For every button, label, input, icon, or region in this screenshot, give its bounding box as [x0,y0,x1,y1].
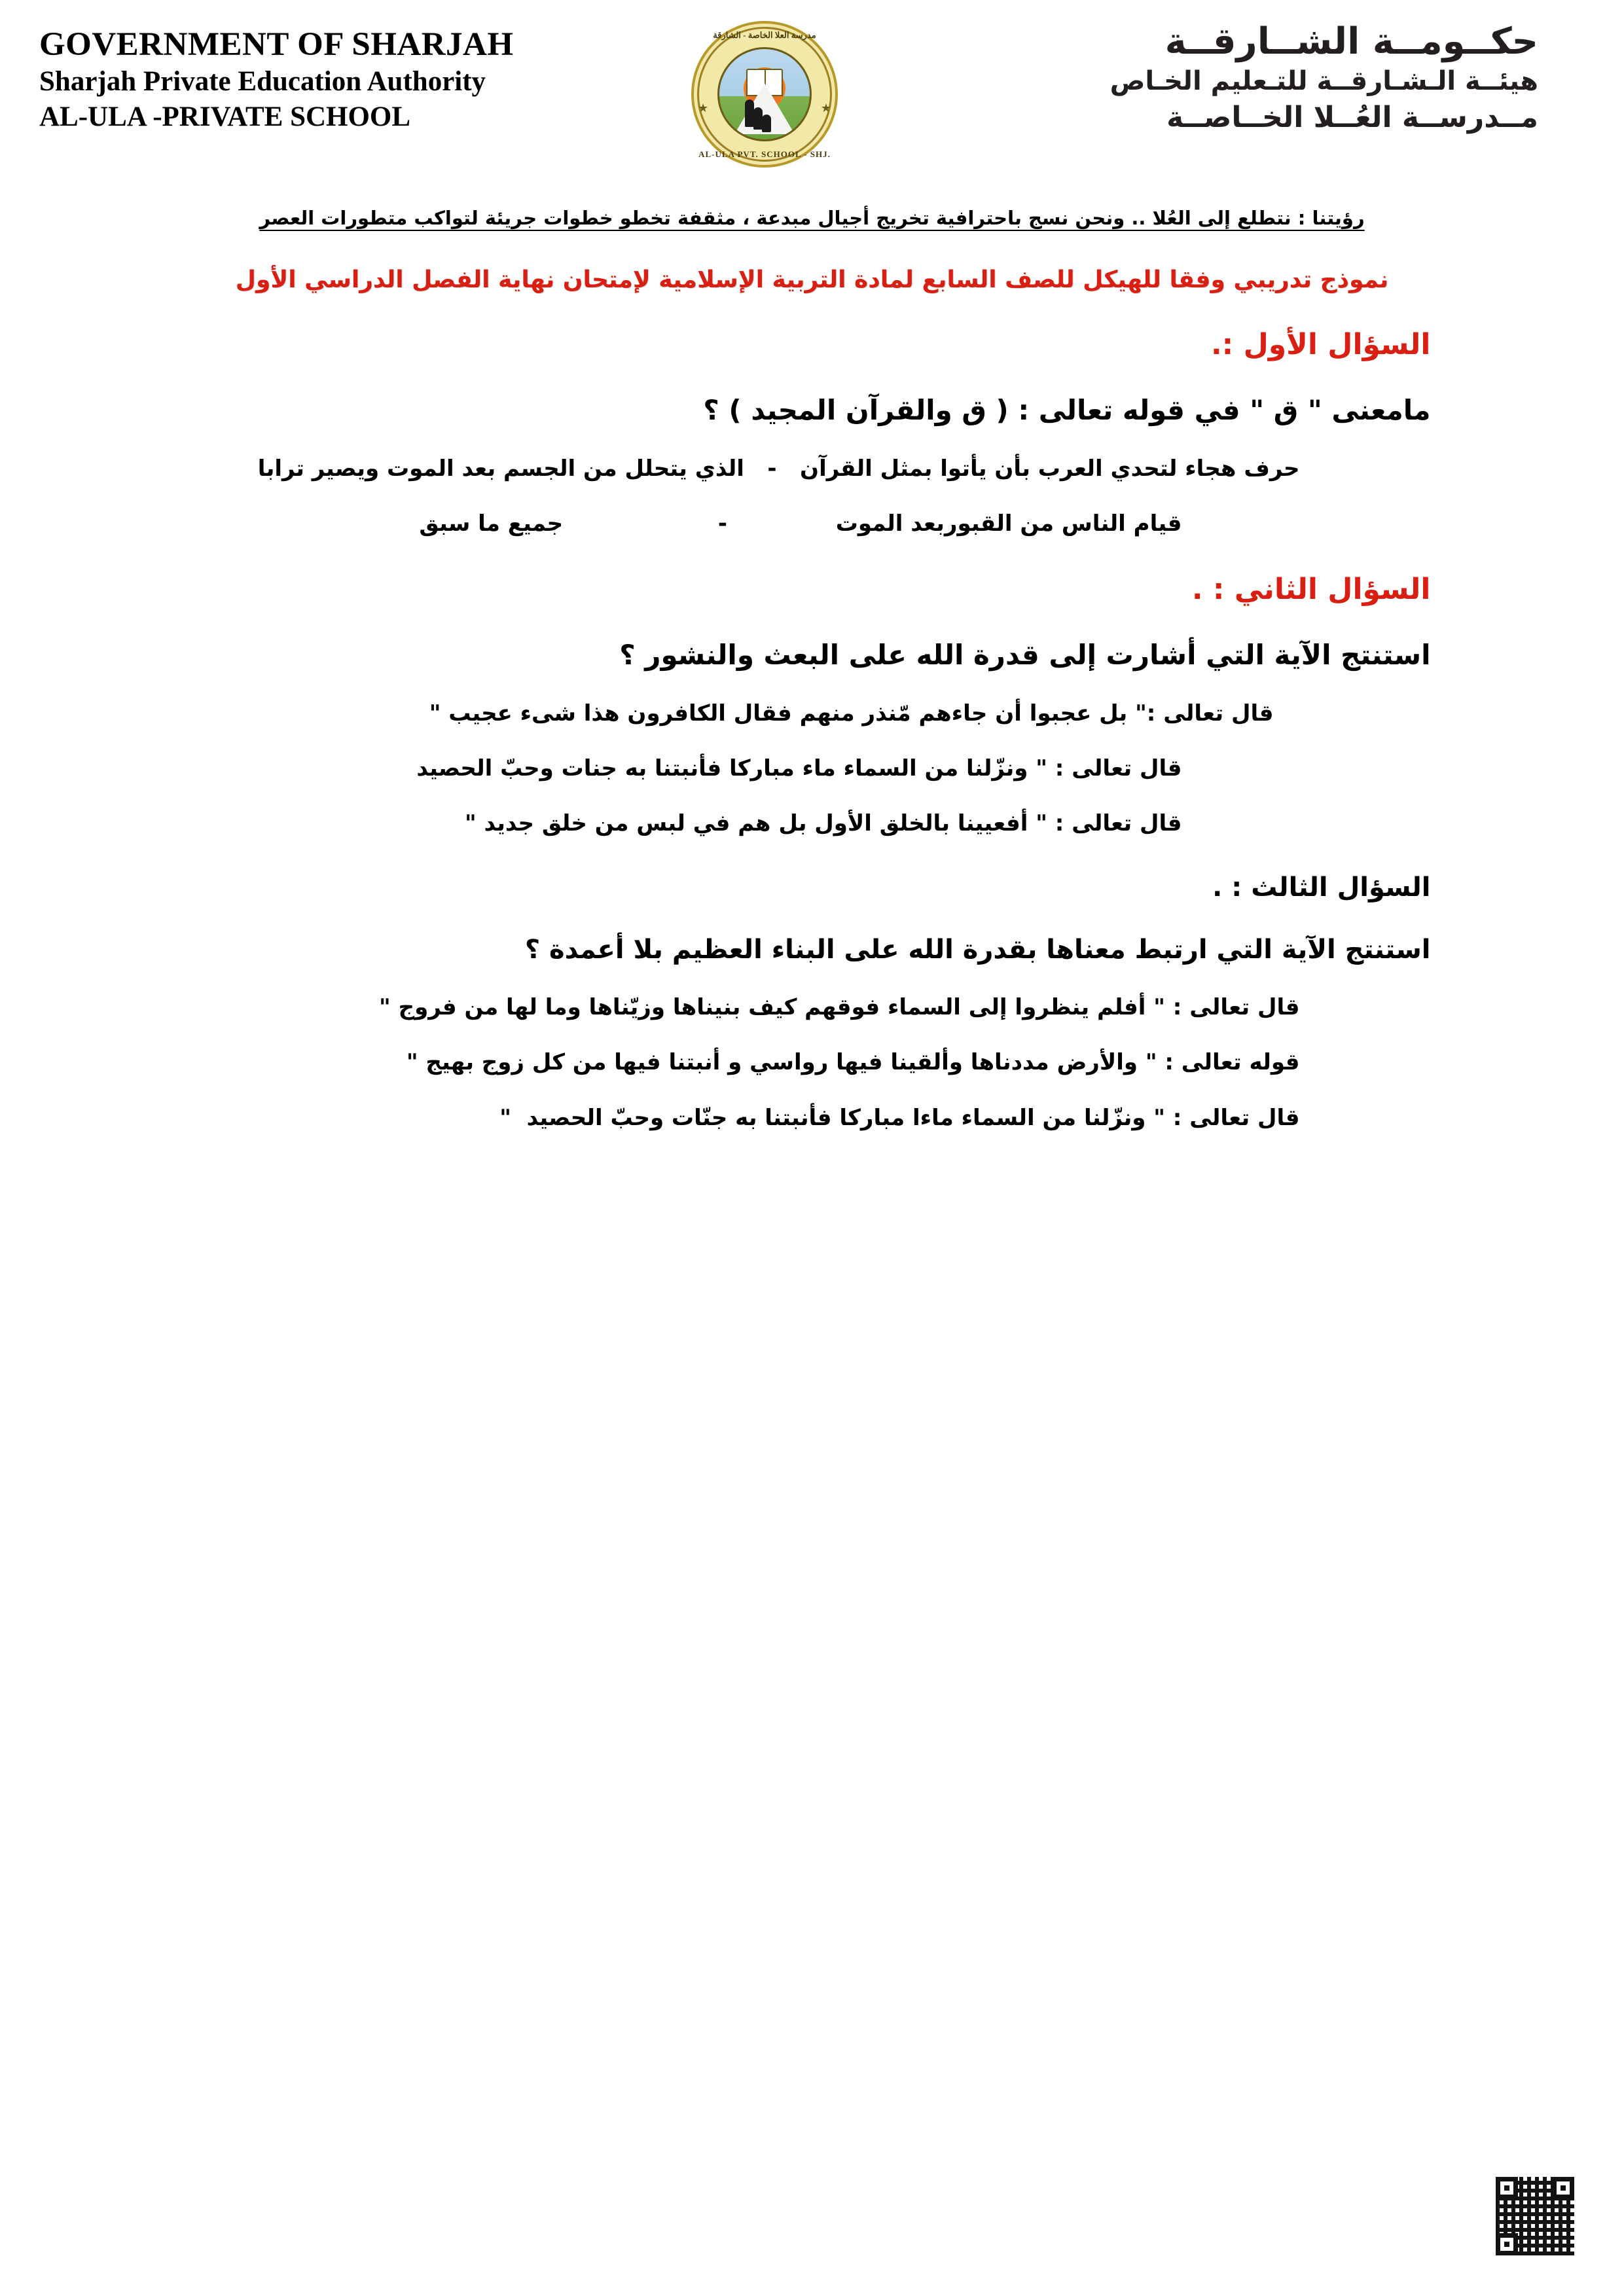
qr-finder-top-right [1552,2177,1574,2199]
question-2-option-a[interactable]: قال تعالى :" بل عجبوا أن جاءهم مّنذر منهم فقال الكافرون هذا شىء عجيب " [429,700,1274,726]
question-1-options-row-2[interactable]: قيام الناس من القبوربعد الموت - جميع ما سبق [419,511,1182,537]
school-title-en: AL-ULA -PRIVATE SCHOOL [39,101,411,132]
header-arabic-block [877,20,1538,136]
question-1-heading: السؤال الأول :. [1210,327,1431,361]
school-title-ar: مــدرســة العُــلا الخــاصــة [1166,101,1538,135]
crest-scene [717,47,812,141]
question-3-text: استنتج الآية التي ارتبط معناها بقدرة الله على البناء العظيم بلا أعمدة ؟ [524,934,1431,965]
authority-title: Sharjah Private Education Authority [39,66,486,98]
crest-arabic-text: مدرسة العلا الخاصة - الشارقة [713,30,816,40]
star-icon-right: ★ [820,101,831,116]
crest-english-text: AL-ULA PVT. SCHOOL - SHJ. [698,149,831,159]
figure-icon-3 [762,115,771,132]
document-header [0,16,1624,179]
question-2-option-b[interactable]: قال تعالى : " ونزّلنا من السماء ماء مباركا فأنبتنا به جنات وحبّ الحصيد [416,755,1182,782]
vision-statement: رؤيتنا : نتطلع إلى العُلا .. ونحن نسج باحترافية تخريج أجيال مبدعة ، مثقفة تخطو خطوات جريئة لتواكب متطورات العصر [259,207,1365,229]
question-block-1 [0,323,1624,542]
question-3-option-b[interactable]: قوله تعالى : " والأرض مددناها وألقينا فيها رواسي و أنبتنا فيها من كل زوج بهيج " [406,1049,1300,1076]
question-2-heading: السؤال الثاني : . [1191,572,1431,606]
authority-title-ar: هيئــة الـشـارقــة للتـعليم الخـاص [1110,66,1538,97]
document-body [0,196,1624,1136]
question-block-3 [0,868,1624,1136]
qr-finder-top-left [1496,2177,1518,2199]
qr-finder-bottom-left [1496,2233,1518,2255]
star-icon-left: ★ [698,101,709,116]
figure-icon-1 [745,99,754,127]
school-crest-logo [691,21,838,168]
question-1-options-row-1[interactable]: حرف هجاء لتحدي العرب بأن يأتوا بمثل القرآن - الذي يتحلل من الجسم بعد الموت ويصير ترابا [257,455,1300,482]
header-english-block [39,25,655,135]
government-title-ar: حكــومــة الشــارقــة [1164,20,1538,63]
exam-title: نموذج تدريبي وفقا للهيكل للصف السابع لمادة التربية الإسلامية لإمتحان نهاية الفصل الدراسي الأول [235,266,1389,293]
question-3-option-c[interactable]: قال تعالى : " ونزّلنا من السماء ماءا مباركا فأنبتنا به جنّات وحبّ الحصيد " [499,1104,1300,1131]
question-2-option-c[interactable]: قال تعالى : " أفعيينا بالخلق الأول بل هم في لبس من خلق جديد " [464,810,1182,837]
question-block-2 [0,568,1624,842]
question-1-text: مامعنى " ق " في قوله تعالى : ( ق والقرآن المجيد ) ؟ [703,393,1431,426]
qr-code-icon [1496,2177,1574,2255]
question-3-option-a[interactable]: قال تعالى : " أفلم ينظروا إلى السماء فوقهم كيف بنيناها وزيّناها وما لها من فروج " [379,994,1300,1020]
question-2-text: استنتج الآية التي أشارت إلى قدرة الله على البعث والنشور ؟ [619,638,1431,671]
question-3-heading: السؤال الثالث : . [1212,872,1431,903]
government-title: GOVERNMENT OF SHARJAH [39,26,514,63]
